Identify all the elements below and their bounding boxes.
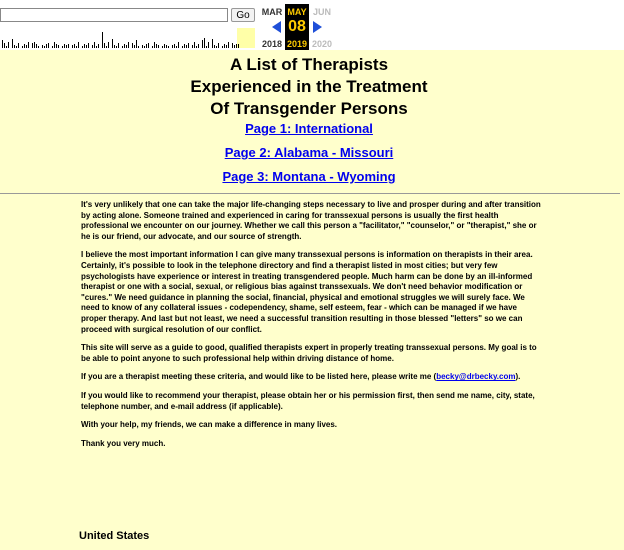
link-page-1-international[interactable]: Page 1: International <box>245 121 373 136</box>
capture-bar <box>232 43 233 48</box>
capture-bar <box>172 45 173 48</box>
capture-bar <box>168 46 169 48</box>
capture-bar <box>48 43 49 48</box>
capture-bar <box>46 44 47 48</box>
page-title <box>0 54 618 120</box>
section-heading-united-states: United States <box>79 530 150 542</box>
current-year-highlight <box>237 28 255 48</box>
go-button[interactable]: Go <box>231 8 255 22</box>
capture-bar <box>38 46 39 48</box>
capture-bar <box>82 46 83 48</box>
capture-bar <box>52 46 53 48</box>
capture-bar <box>216 46 217 48</box>
prev-month-label[interactable]: MAR <box>261 7 283 17</box>
capture-bar <box>202 40 203 48</box>
capture-bar <box>126 45 127 48</box>
capture-bar <box>118 43 119 48</box>
capture-bar <box>192 45 193 48</box>
capture-bar <box>28 42 29 48</box>
next-capture-arrow-icon[interactable] <box>313 21 322 33</box>
capture-bar <box>224 44 225 48</box>
next-year-label[interactable]: 2020 <box>311 39 333 49</box>
capture-bar <box>66 45 67 48</box>
capture-bar <box>76 46 77 48</box>
contact-text: If you are a therapist meeting these criteria, and would like to be listed here, please write me ( <box>81 372 437 382</box>
current-month: MAY <box>287 7 307 17</box>
capture-bar <box>184 44 185 48</box>
capture-bar <box>96 46 97 48</box>
capture-bar <box>122 46 123 48</box>
capture-bar <box>64 44 65 48</box>
capture-bar <box>222 46 223 48</box>
capture-bar <box>92 45 93 48</box>
capture-bar <box>62 46 63 48</box>
capture-bar <box>138 46 139 48</box>
intro-paragraph: It's very unlikely that one can take the major life-changing steps necessary to live and prosper during and after transition by acting alone. Someone trained and experienced in caring for transsexual persons is usually the first health professional we encounter on our journey. Whether we call this person a "facilitator," "counselor," or "therapist," she or he is our friend, our advocate, and our source of strength. <box>81 200 541 241</box>
next-month-label[interactable]: JUN <box>312 7 331 17</box>
capture-bar <box>188 43 189 48</box>
email-link[interactable]: becky@drbecky.com <box>436 372 516 382</box>
capture-bar <box>8 42 9 48</box>
capture-bar <box>176 46 177 48</box>
current-year: 2019 <box>286 39 308 49</box>
title-line: Experienced in the Treatment <box>190 77 428 96</box>
capture-bar <box>74 44 75 48</box>
capture-bar <box>72 45 73 48</box>
capture-bar <box>78 42 79 48</box>
capture-bar <box>116 46 117 48</box>
capture-bar <box>18 43 19 48</box>
horizontal-divider <box>0 193 620 194</box>
prev-year-label[interactable]: 2018 <box>261 39 283 49</box>
thanks-paragraph: Thank you very much. <box>81 438 166 448</box>
capture-bar <box>178 42 179 48</box>
capture-bar <box>128 42 129 48</box>
capture-bar <box>182 46 183 48</box>
title-line: A List of Therapists <box>229 55 389 74</box>
capture-bar <box>102 32 103 48</box>
capture-bar <box>106 46 107 48</box>
current-day: 08 <box>288 18 306 35</box>
contact-paragraph <box>81 372 541 383</box>
capture-bar <box>42 45 43 48</box>
capture-bar <box>136 40 137 48</box>
capture-bar <box>16 46 17 48</box>
capture-bar <box>58 45 59 48</box>
title-line: Of Transgender Persons <box>210 99 408 118</box>
capture-bar <box>226 45 227 48</box>
current-capture-date <box>285 4 309 50</box>
capture-bar <box>36 44 37 48</box>
capture-bar <box>56 44 57 48</box>
capture-bar <box>154 42 155 48</box>
capture-bar <box>212 39 213 48</box>
capture-bar <box>166 45 167 48</box>
help-paragraph: With your help, my friends, we can make a difference in many lives. <box>81 420 338 430</box>
capture-bar <box>194 42 195 48</box>
capture-bar <box>186 45 187 48</box>
capture-bar <box>174 44 175 48</box>
capture-bar <box>218 43 219 48</box>
capture-bar <box>2 40 3 48</box>
capture-bar <box>164 44 165 48</box>
capture-bar <box>148 43 149 48</box>
capture-bar <box>198 44 199 48</box>
capture-bar <box>112 39 113 48</box>
capture-bar <box>32 43 33 48</box>
capture-bar <box>12 39 13 48</box>
link-page-3-montana-wyoming[interactable]: Page 3: Montana - Wyoming <box>222 169 396 184</box>
wayback-toolbar <box>0 0 624 50</box>
prev-capture-arrow-icon[interactable] <box>272 21 281 33</box>
intro-text <box>81 200 541 457</box>
capture-bar <box>84 44 85 48</box>
contact-text-end: ). <box>515 372 521 382</box>
capture-bar <box>158 45 159 48</box>
capture-bar <box>152 46 153 48</box>
capture-bar <box>134 45 135 48</box>
capture-bar <box>68 44 69 48</box>
capture-bar <box>196 46 197 48</box>
intro-paragraph: I believe the most important information I can give many transsexual persons is information on therapists in their area. Certainly, it's possible to look in the telephone directory and find a therapist listed in most cities; but very few psychologists have experience or interest in treating transgendered people. Much harm can be done by an ill-informed therapist or one with a social, sexual, or religious bias against transsexuals. We don't need behavior modification or "cures." We need guidance in planning the social, financial, physical and emotional struggles we will surely face. We need to know of any collateral issues - codependency, shame, self esteem, fear - which can be managed if we have proper therapy. And last but not least, we need a successful transition resulting in those blessed "letters" so we can proceed with surgical resolution of our conflict. <box>81 250 533 334</box>
capture-bar <box>24 44 25 48</box>
capture-bar <box>114 45 115 48</box>
capture-bar <box>22 46 23 48</box>
capture-bar <box>228 42 229 48</box>
link-page-2-alabama-missouri[interactable]: Page 2: Alabama - Missouri <box>224 145 394 160</box>
capture-bar <box>104 43 105 48</box>
capture-bar <box>108 42 109 48</box>
capture-bar <box>34 42 35 48</box>
capture-bar <box>142 45 143 48</box>
capture-bar <box>124 44 125 48</box>
capture-bar <box>204 38 205 48</box>
capture-bar <box>146 44 147 48</box>
capture-bar <box>6 46 7 48</box>
capture-bar <box>132 43 133 48</box>
capture-bar <box>94 42 95 48</box>
capture-bar <box>214 45 215 48</box>
capture-bar <box>234 45 235 48</box>
capture-bar <box>206 46 207 48</box>
url-input[interactable] <box>0 8 228 22</box>
capture-bar <box>144 46 145 48</box>
capture-bar <box>14 45 15 48</box>
capture-bar <box>4 43 5 48</box>
capture-sparkline[interactable] <box>0 28 256 48</box>
intro-paragraph: This site will serve as a guide to good, qualified therapists expert in properly treating transsexual persons. My goal is to be able to point anyone to such professional help within driving distance of home. <box>81 343 537 363</box>
capture-bar <box>156 44 157 48</box>
capture-bar <box>86 45 87 48</box>
capture-bar <box>54 42 55 48</box>
recommend-paragraph: If you would like to recommend your therapist, please obtain her or his permission first, then send me name, city, state, telephone number, and e-mail address (if applicable). <box>81 390 535 411</box>
capture-bar <box>44 46 45 48</box>
capture-bar <box>98 44 99 48</box>
capture-bar <box>208 42 209 48</box>
capture-bar <box>162 46 163 48</box>
capture-bar <box>26 45 27 48</box>
capture-bar <box>236 44 237 48</box>
capture-bar <box>88 43 89 48</box>
capture-bar <box>238 44 239 48</box>
